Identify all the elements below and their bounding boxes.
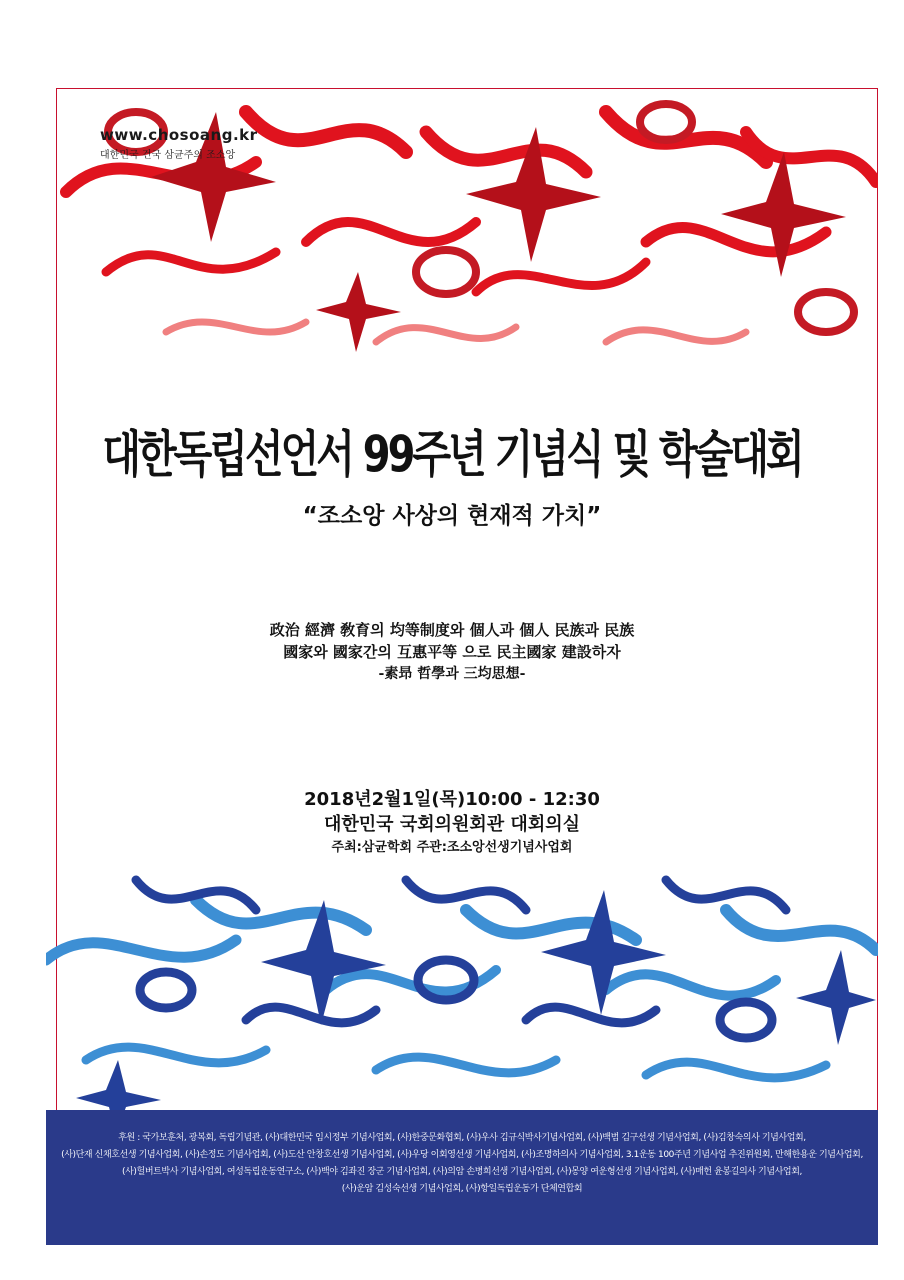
blue-stroke: [726, 910, 876, 950]
event-date: 2018년2월1일(목)10:00 - 12:30: [304, 789, 600, 810]
blue-star: [796, 950, 876, 1045]
site-tagline: 대한민국 건국 삼균주의 조소앙: [100, 150, 236, 161]
sponsor-line-4: (사)운암 김성숙선생 기념사업회, (사)항일독립운동가 단체연합회: [341, 1184, 583, 1194]
quote-line-1: 政治 經濟 敎育의 均等制度와 個人과 個人 民族과 民族: [269, 621, 635, 639]
red-star: [316, 272, 401, 352]
blue-loop: [140, 972, 192, 1008]
red-star: [721, 152, 846, 277]
red-loop: [640, 104, 692, 140]
sponsor-line-3: (사)헐버트박사 기념사업회, 여성독립운동연구소, (사)백야 김좌진 장군 기념사업회, (사)의암 손병희선생 기념사업회, (사)몽양 여운형선생 기념사업회, (사)매헌 윤봉길의사 기념사업회,: [122, 1167, 802, 1177]
blue-loop: [720, 1002, 772, 1038]
red-stroke: [246, 112, 406, 152]
blue-stroke: [606, 974, 776, 995]
red-stroke: [376, 327, 516, 342]
red-stroke: [606, 330, 746, 342]
red-stroke: [106, 252, 276, 272]
sponsor-line-2: (사)단재 신채호선생 기념사업회, (사)손정도 기념사업회, (사)도산 안창호선생 기념사업회, (사)우당 이회영선생 기념사업회, (사)조명하의사 기념사업회, 3.1운동 100주년 기념사업 추진위원회, 만해한용운 기념사업회,: [61, 1150, 863, 1160]
quote-line-3: -素昻 哲學과 三均思想-: [378, 666, 526, 682]
site-url: www.chosoang.kr: [100, 126, 258, 144]
blue-stroke: [86, 1047, 266, 1063]
red-stroke: [476, 262, 646, 292]
blue-stroke: [46, 940, 236, 960]
red-stroke: [646, 227, 826, 251]
red-stroke: [306, 222, 476, 242]
blue-stroke: [196, 900, 366, 930]
blue-stroke: [246, 1007, 376, 1023]
red-loop: [416, 250, 476, 294]
sponsor-band: [46, 1110, 878, 1245]
red-stroke: [166, 322, 306, 332]
event-place: 대한민국 국회의원회관 대회의실: [324, 814, 580, 835]
red-stroke: [426, 132, 586, 172]
main-title: 대한독립선언서 99주년 기념식 및 학술대회: [102, 426, 802, 484]
blue-stroke: [376, 1057, 556, 1073]
blue-calligraphy-artwork: [46, 840, 878, 1140]
blue-star: [541, 890, 666, 1015]
quote-line-2: 國家와 國家간의 互惠平等 으로 民主國家 建設하자: [283, 643, 621, 661]
event-host: 주최:삼균학회 주관:조소앙선생기념사업회: [331, 840, 573, 855]
red-loop: [798, 292, 854, 332]
subtitle: “조소앙 사상의 현재적 가치”: [302, 503, 602, 529]
blue-stroke: [646, 1062, 826, 1078]
red-stroke: [746, 132, 876, 182]
red-star: [466, 127, 601, 262]
red-calligraphy-artwork: [46, 72, 878, 372]
blue-stroke: [526, 1007, 656, 1023]
sponsor-line-1: 후원 : 국가보훈처, 광복회, 독립기념관, (사)대한민국 임시정부 기념사업회, (사)한중문화협회, (사)우사 김규식박사기념사업회, (사)백범 김구선생 기념사업회, (사)김창숙의사 기념사업회,: [118, 1133, 806, 1143]
